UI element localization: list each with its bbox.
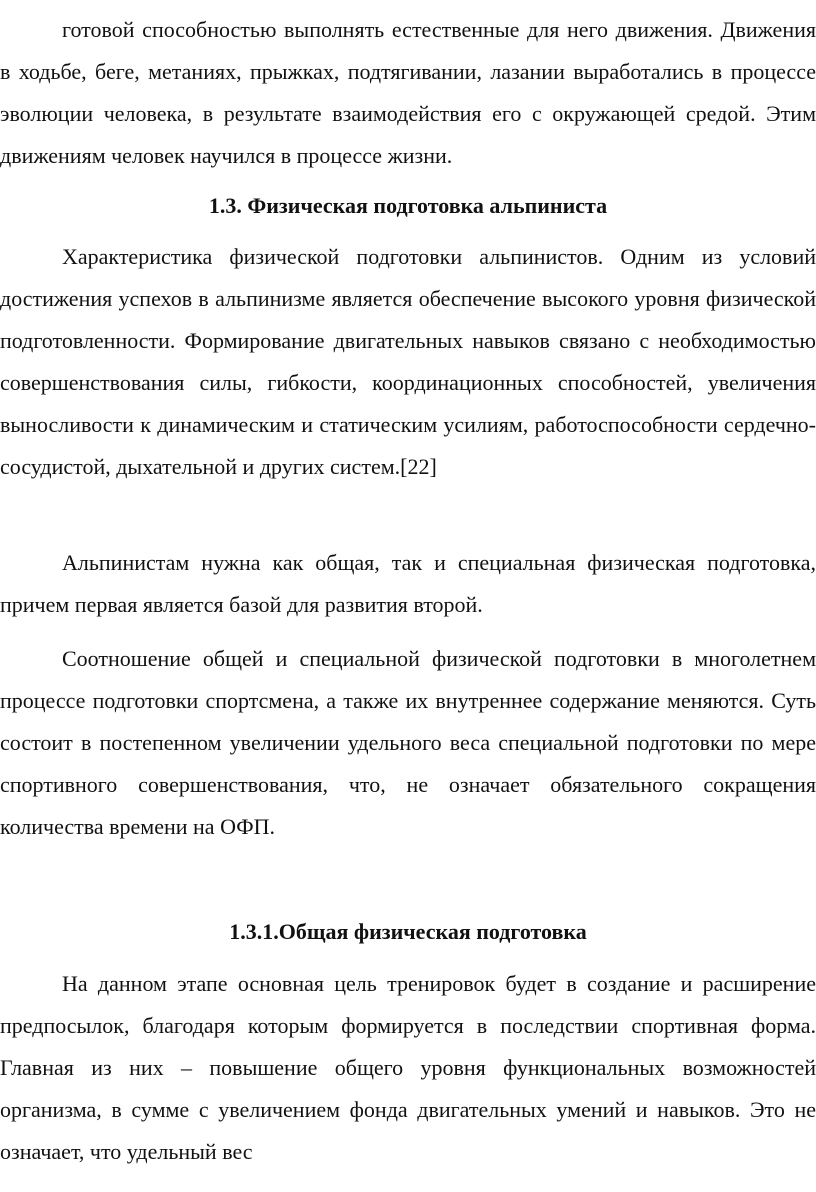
paragraph-general-training: На данном этапе основная цель тренировок будет в создание и расширение предпосылок, благодаря которым формируется в последствии спортивная форма. Главная из них – повышение общего уровня функциональных возможностей организма, в сумме с увеличением фонда двигательных умений и навыков. Это не означает, что удельный вес bbox=[0, 971, 816, 1164]
paragraph-continuation: готовой способностью выполнять естественные для него движения. Движения в ходьбе, беге, метаниях, прыжках, подтягивании, лазании выработались в процессе эволюции человека, в результате взаимодействия его с окружающей средой. Этим движениям человек научился в процессе жизни. bbox=[0, 17, 816, 168]
paragraph-ratio: Соотношение общей и специальной физической подготовки в многолетнем процессе подготовки спортсмена, а также их внутреннее содержание меняются. Суть состоит в постепенном увеличении удельного веса специальной подготовки по мере спортивного совершенствования, что, не означает обязательного сокращения количества времени на ОФП. bbox=[0, 646, 816, 839]
section-heading-1-3: 1.3. Физическая подготовка альпиниста bbox=[208, 193, 608, 218]
paragraph-general-special: Альпинистам нужна как общая, так и специальная физическая подготовка, причем первая является базой для развития второй. bbox=[0, 550, 816, 617]
paragraph-physical-training: Характеристика физической подготовки альпинистов. Одним из условий достижения успехов в альпинизме является обеспечение высокого уровня физической подготовленности. Формирование двигательных навыков связано с необходимостью совершенствования силы, гибкости, координационных способностей, увеличения выносливости к динамическим и статическим усилиям, работоспособности сердечно-сосудистой, дыхательной и других систем.[22] bbox=[0, 244, 816, 479]
section-heading-1-3-1: 1.3.1.Общая физическая подготовка bbox=[229, 919, 587, 944]
